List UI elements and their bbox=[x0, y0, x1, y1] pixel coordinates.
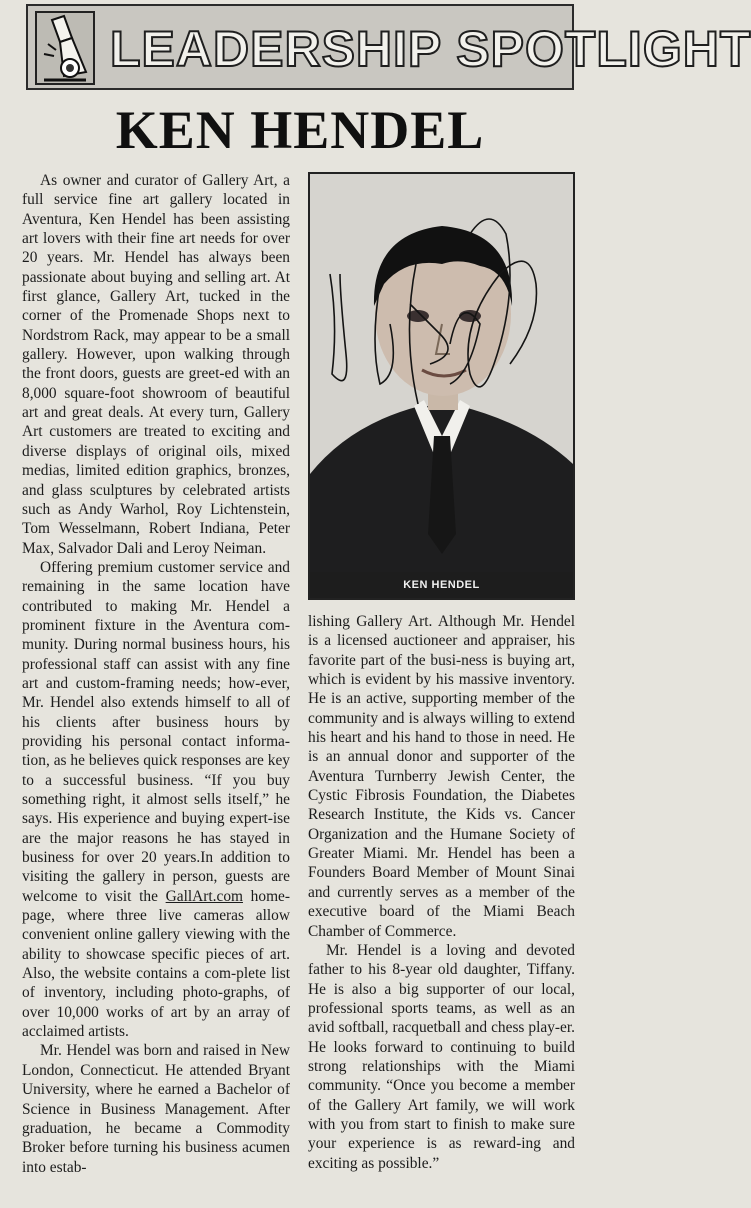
portrait-photo bbox=[310, 174, 573, 572]
paragraph: Mr. Hendel was born and raised in New London, Connecticut. He attended Bryant University, where he earned a Bachelor of Science in Business Management. After graduation, he became a Commodity Broker before turning his business acumen into estab- bbox=[22, 1042, 290, 1176]
paragraph-text: Offering premium customer service and remaining in the same location have contributed to making Mr. Hendel a prominent fixture in the Aventura com-munity. During normal business hours, his professional staff can assist with any fine art and custom-framing needs; how-ever, Mr. Hendel also extends himself to all of his clients after business hours by providing his personal contact informa-tion, as he believes quick responses are key to a successful business. “If you buy something right, it almost sells itself,” he says. His experience and buying expert-ise are the major reasons he has stayed in business for over 20 years.In addition to visiting the gallery in person, guests are welcome to visit the bbox=[22, 558, 290, 905]
paragraph: As owner and curator of Gallery Art, a full service fine art gallery located in Aventura, Ken Hendel has been assisting art lovers with their fine art needs for over 20 years. Mr. Hendel has always been passionate about buying and selling art. At first glance, Gallery Art, tucked in the corner of the Promenade Shops next to Nordstrom Rack, may appear to be a small gallery. However, upon walking through the front doors, guests are greet-ed with an 8,000 square-foot showroom of beautiful art and great deals. At every turn, Gallery Art customers are treated to exciting and diverse displays of original oils, mixed medias, limited edition graphics, bronzes, and glass sculptures by celebrated artists such as Andy Warhol, Roy Lichtenstein, Tom Wesselmann, Robert Indiana, Peter Max, Salvador Dali and Leroy Neiman. bbox=[22, 172, 290, 557]
portrait-photo-frame bbox=[308, 172, 575, 600]
paragraph: lishing Gallery Art. Although Mr. Hendel is a licensed auctioneer and appraiser, his favorite part of the busi-ness is buying art, which is evident by his massive inventory. He is an active, supporting member of the community and is always willing to extend his heart and his hand to those in need. He is an annual donor and supporter of the Aventura Turnberry Jewish Center, the Cystic Fibrosis Foundation, the Diabetes Research Institute, the Kids vs. Cancer Organization and the Humane Society of Greater Miami. Mr. Hendel has been a Founders Board Member of Mount Sinai and currently serves as a member of the executive board of the Miami Beach Chamber of Commerce. bbox=[308, 613, 575, 940]
left-column bbox=[22, 171, 290, 1177]
gallart-link[interactable]: GallArt.com bbox=[165, 887, 243, 905]
spotlight-icon bbox=[34, 10, 96, 86]
paragraph bbox=[22, 558, 290, 1042]
paragraph: Mr. Hendel is a loving and devoted father to his 8-year old daughter, Tiffany. He is also a big supporter of our local, professional sports teams, as well as an avid softball, racquetball and chess play-er. He looks forward to continuing to build strong relationships with the Miami community. “Once you become a member of the Gallery Art family, we will work with you from start to finish to make sure your experience is as reward-ing and exciting as possible.” bbox=[308, 941, 575, 1172]
paragraph-text: home-page, where three live cameras allow convenient online gallery viewing with the ability to showcase specific pieces of art. Also, the website contains a com-plete list of inventory, including photo-graphs, of over 10,000 works of art by an array of acclaimed artists. bbox=[22, 887, 290, 1041]
photo-caption: KEN HENDEL bbox=[310, 572, 573, 598]
right-column bbox=[308, 612, 575, 1173]
banner-title: LEADERSHIP SPOTLIGHT bbox=[110, 21, 751, 77]
article-headline: KEN HENDEL bbox=[115, 100, 485, 160]
section-banner bbox=[26, 4, 751, 90]
